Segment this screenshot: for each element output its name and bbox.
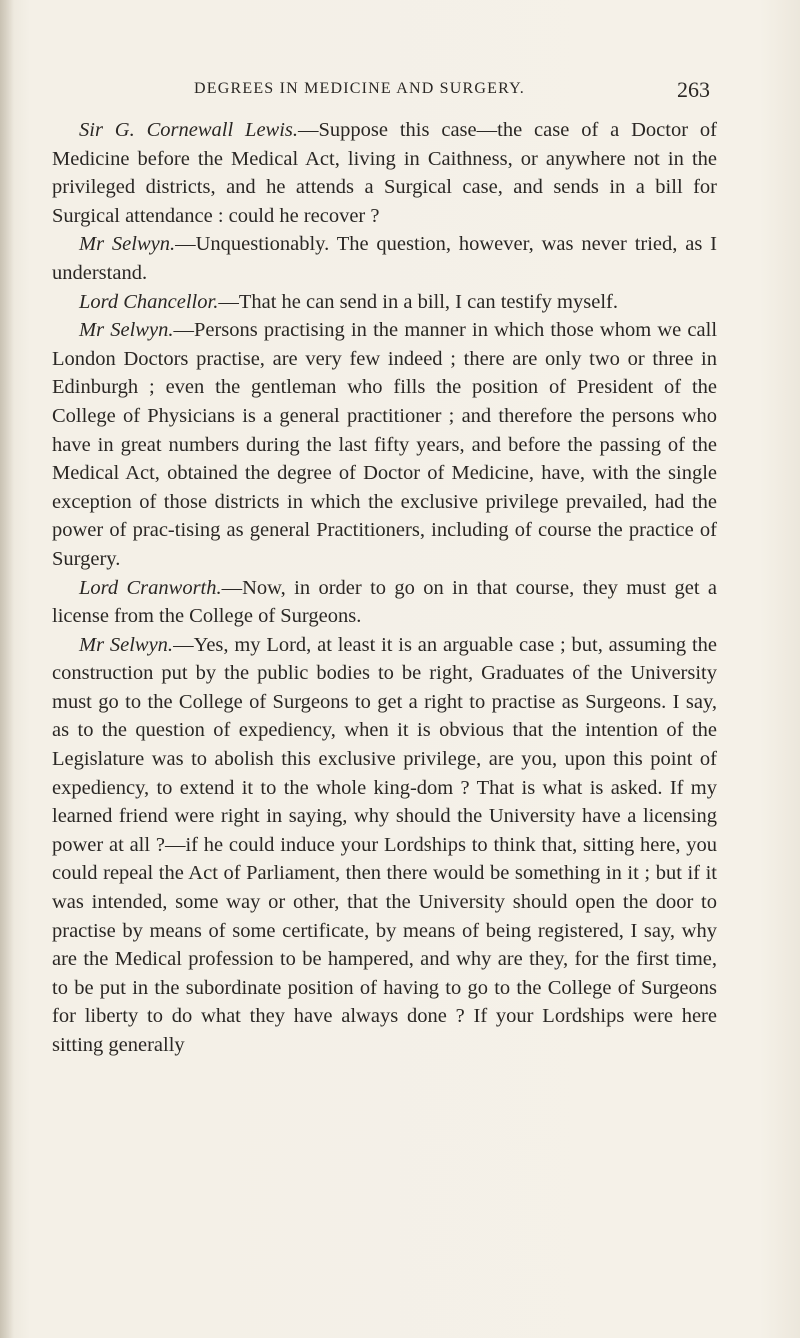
paragraph: [52, 230, 717, 287]
page-number: 263: [677, 77, 710, 102]
paragraph: [52, 316, 717, 573]
running-title: DEGREES IN MEDICINE AND SURGERY.: [194, 80, 526, 97]
speaker-name: Mr Selwyn.: [79, 319, 174, 342]
speaker-name: Mr Selwyn.: [79, 633, 174, 656]
body-text: [52, 116, 717, 1060]
paragraph-text: —Now, in order to go on in that course, they must get a license from the College of Surgeons.: [52, 576, 717, 628]
paragraph: [52, 116, 717, 230]
paragraph: [52, 631, 717, 1060]
paragraph: [52, 574, 717, 631]
speaker-name: Lord Chancellor.: [79, 290, 219, 313]
paragraph-text: —That he can send in a bill, I can testify myself.: [218, 290, 618, 313]
speaker-name: Sir G. Cornewall Lewis.: [79, 119, 299, 141]
speaker-name: Lord Cranworth.: [79, 576, 222, 599]
paragraph-text: —Yes, my Lord, at least it is an arguable case ; but, assuming the construction put by the public bodies to be right, Graduates of the University must go to the College of Surgeons to get a right to practise as Surgeons. I say, as to the question of expediency, when it is obvious that the intention of the Legislature was to abolish this exclusive privilege, are you, upon this point of expediency, to extend it to the whole king-dom ? That is what is asked. If my learned friend were right in saying, why should the University have a licensing power at all ?—if he could induce your Lordships to think that, sitting here, you could repeal the Act of Parliament, then there would be something in it ; but if it was intended, some way or other, that the University should open the door to practise by means of some certificate, by means of being registered, I say, why are the Medical profession to be hampered, and why are they, for the first time, to be put in the subordinate position of having to go to the College of Surgeons for liberty to do what they have always done ? If your Lordships were here sitting generally: [52, 633, 717, 1056]
paragraph-text: —Persons practising in the manner in which those whom we call London Doctors practise, are very few indeed ; there are only two or three in Edinburgh ; even the gentleman who fills the position of President of the College of Physicians is a general practitioner ; and therefore the persons who have in great numbers during the last fifty years, and before the passing of the Medical Act, obtained the degree of Doctor of Medicine, have, with the single exception of those districts in which the exclusive privilege prevailed, had the power of prac-tising as general Practitioners, including of course the practice of Surgery.: [52, 319, 718, 570]
paragraph-text: —Unquestionably. The question, however, was never tried, as I understand.: [52, 233, 718, 284]
speaker-name: Mr Selwyn.: [79, 233, 176, 256]
running-header: [140, 77, 710, 108]
paragraph: [52, 288, 717, 317]
page-gutter-shadow: [0, 0, 14, 1338]
paragraph-text: —Suppose this case—the case of a Doctor of Medicine before the Medical Act, living in Caithness, or anywhere not in the privileged districts, and he attends a Surgical case, and sends in a bill for Surgical attendance : could he recover ?: [52, 119, 717, 227]
